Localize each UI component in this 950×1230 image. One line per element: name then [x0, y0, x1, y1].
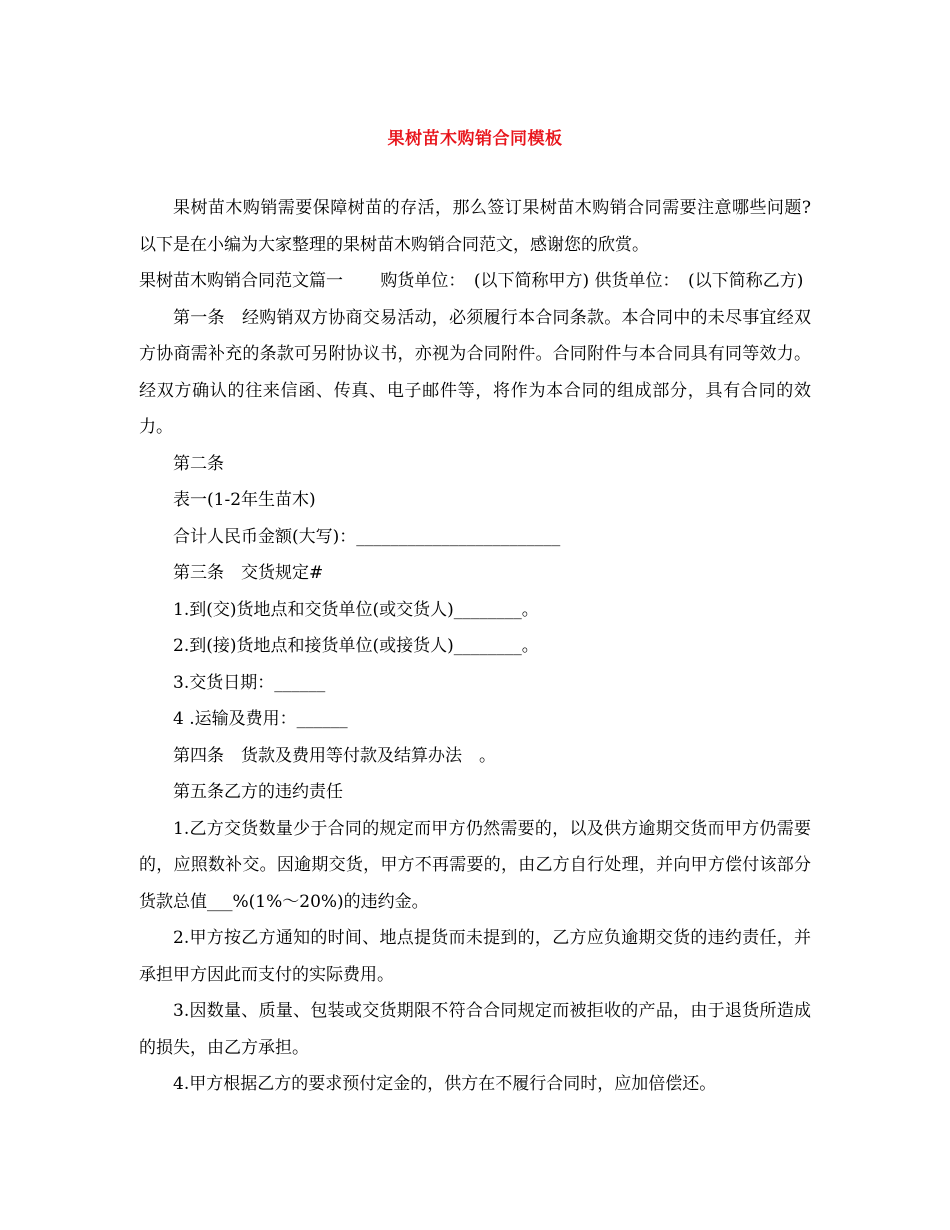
paragraph-total-amount: 合计人民币金额(大写)：________________________ — [173, 526, 561, 547]
paragraph-table-1: 表一(1-2年生苗木) — [173, 490, 316, 510]
paragraph-article-5-item-4: 4.甲方根据乙方的要求预付定金的，供方在不履行合同时，应加倍偿还。 — [173, 1074, 717, 1094]
paragraph-article-3-item-4: 4 .运输及费用：______ — [173, 709, 348, 729]
document-title: 果树苗木购销合同模板 — [387, 129, 563, 149]
paragraph-article-5-item-3: 3.因数量、质量、包装或交货期限不符合合同规定而被拒收的产品，由于退货所造成的损失，由乙方承担。 — [139, 1001, 811, 1058]
paragraph-sample-heading — [139, 263, 811, 300]
paragraph-article-1: 第一条 经购销双方协商交易活动，必须履行本合同条款。本合同中的未尽事宜经双方协商需补充的条款可另附协议书，亦视为合同附件。合同附件与本合同具有同等效力。经双方确认的往来信函、传真、电子邮件等，将作为本合同的组成部分，具有合同的效力。 — [139, 307, 811, 437]
document-body — [139, 190, 811, 1103]
paragraph-article-5: 第五条乙方的违约责任 — [173, 782, 343, 802]
paragraph-article-5-item-2: 2.甲方按乙方通知的时间、地点提货而未提到的，乙方应负逾期交货的违约责任，并承担甲方因此而支付的实际费用。 — [139, 928, 811, 985]
sample-heading-parties: 购货单位： (以下简称甲方) 供货单位： (以下简称乙方) — [380, 271, 804, 291]
paragraph-article-2: 第二条 — [173, 453, 224, 474]
paragraph-article-3: 第三条 交货规定# — [173, 563, 324, 583]
paragraph-article-5-item-1: 1.乙方交货数量少于合同的规定而甲方仍然需要的，以及供方逾期交货而甲方仍需要的，应照数补交。因逾期交货，甲方不再需要的，由乙方自行处理，并向甲方偿付该部分货款总值___%(1%～20%)的违约金。 — [139, 818, 811, 912]
paragraph-intro: 果树苗木购销需要保障树苗的存活，那么签订果树苗木购销合同需要注意哪些问题?以下是在小编为大家整理的果树苗木购销合同范文，感谢您的欣赏。 — [139, 198, 811, 255]
paragraph-article-3-item-3: 3.交货日期：______ — [173, 672, 326, 693]
sample-heading-title: 果树苗木购销合同范文篇一 — [139, 271, 343, 291]
paragraph-article-3-item-2: 2.到(接)货地点和接货单位(或接货人)________。 — [173, 636, 539, 656]
paragraph-article-3-item-1: 1.到(交)货地点和交货单位(或交货人)________。 — [173, 599, 539, 620]
paragraph-article-4: 第四条 货款及费用等付款及结算办法 。 — [173, 745, 496, 766]
